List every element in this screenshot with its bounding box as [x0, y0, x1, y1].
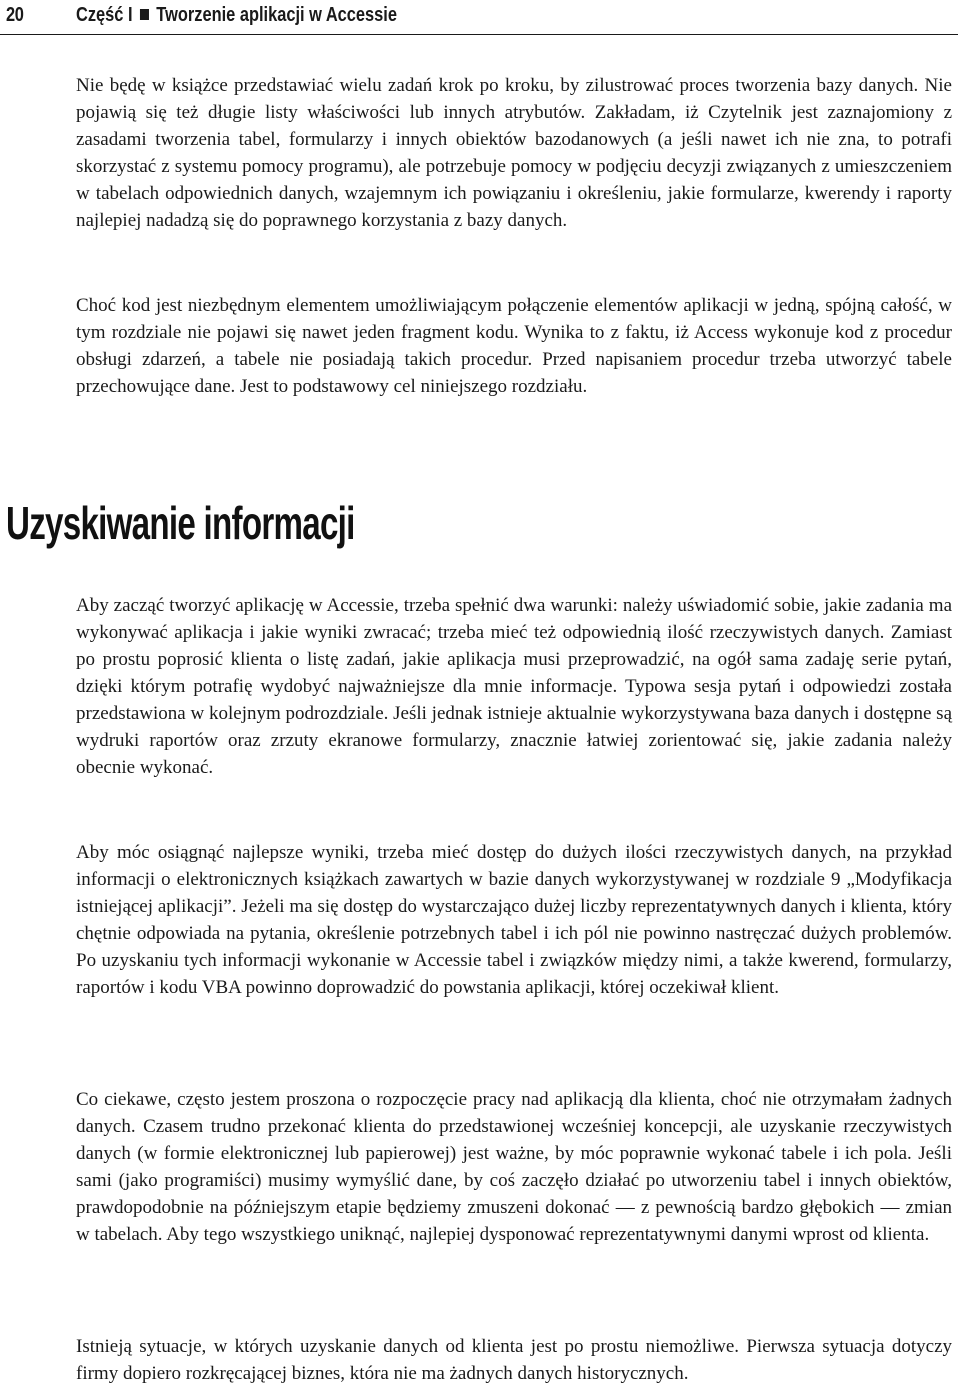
paragraph-1: Nie będę w książce przedstawiać wielu zadań krok po kroku, by zilustrować proces tworzenia bazy danych. Nie pojawią się też długie listy właściwości lub innych atrybutów. Zakładam, iż Czytelnik jest zaznajomiony z zasadami tworzenia tabel, formularzy i innych obiektów bazodanowych (a jeśli nawet ich nie zna, to potrafi skorzystać z systemu pomocy programu), ale potrzebuje pomocy w podjęciu decyzji związanych z umieszczeniem w tabelach odpowiednich danych, wzajemnym ich powiązaniu i określeniu, jakie formularze, kwerendy i raporty najlepiej nadadzą się do poprawnego korzystania z bazy danych.: [76, 75, 952, 231]
paragraph-2: Choć kod jest niezbędnym elementem umożliwiającym połączenie elementów aplikacji w jedną, spójną całość, w tym rozdziale nie pojawi się nawet jeden fragment kodu. Wynika to z faktu, iż Access wykonuje kod z procedur obsługi zdarzeń, a tabele nie posiadają takich procedur. Przed napisaniem procedur trzeba utworzyć tabele przechowujące dane. Jest to podstawowy cel niniejszego rozdziału.: [76, 295, 952, 397]
running-header: [0, 0, 960, 40]
running-head: [76, 4, 397, 27]
page-number: 20: [6, 4, 24, 26]
paragraph-3: Aby zacząć tworzyć aplikację w Accessie, trzeba spełnić dwa warunki: należy uświadomić sobie, jakie zadania ma wykonywać aplikacja i jakie wyniki zwracać; trzeba mieć też odpowiednią ilość rzeczywistych danych. Zamiast po prostu poprosić klienta o listę zadań, jakie aplikacja musi przeprowadzić, na ogół sama zadaję serie pytań, dzięki którym potrafię wydobyć najważniejsze dla mnie informacje. Typowa sesja pytań i odpowiedzi została przedstawiona w kolejnym podrozdziale. Jeśli jednak istnieje aktualnie wykorzystywana baza danych i dostępne są wydruki raportów oraz zrzuty ekranowe formularzy, znacznie łatwiej zorientować się, jakie zadania należy obecnie wykonać.: [76, 595, 952, 778]
chapter-title: Tworzenie aplikacji w Accessie: [156, 4, 397, 26]
part-label: Część I: [76, 4, 133, 26]
paragraph-5: Co ciekawe, często jestem proszona o rozpoczęcie pracy nad aplikacją dla klienta, choć nie otrzymałam żadnych danych. Czasem trudno przekonać klienta do przedstawionej wcześniej koncepcji, ale uzyskanie rzeczywistych danych (w formie elektronicznej lub papierowej) jest ważne, by móc poprawnie wykonać tabele i ich pola. Jeśli sami (jako programiści) musimy wymyślić dane, by coś zaczęło działać po utworzeniu tabel i innych obiektów, prawdopodobnie na późniejszym etapie będziemy zmuszeni dokonać — z pewnością bardzo głębokich — zmian w tabelach. Aby tego wszystkiego uniknąć, najlepiej dysponować reprezentatywnymi danymi wprost od klienta.: [76, 1089, 952, 1245]
paragraph-4: Aby móc osiągnąć najlepsze wyniki, trzeba mieć dostęp do dużych ilości rzeczywistych danych, na przykład informacji o elektronicznych książkach zawartych w bazie danych wykorzystywanej w rozdziale 9 „Modyfikacja istniejącej aplikacji”. Jeżeli ma się dostęp do wystarczająco dużej liczby reprezentatywnych danych i klienta, który chętnie odpowiada na pytania, określenie potrzebnych tabel i ich pól nie powinno nastręczać dużych problemów. Po uzyskaniu tych informacji wykonanie w Accessie tabel i związków między nimi, a także kwerend, formularzy, raportów i kodu VBA powinno doprowadzić do powstania aplikacji, której oczekiwał klient.: [76, 842, 952, 998]
section-title: Uzyskiwanie informacji: [6, 497, 355, 549]
paragraph-6: Istnieją sytuacje, w których uzyskanie danych od klienta jest po prostu niemożliwe. Pierwsza sytuacja dotyczy firmy dopiero rozkręcającej biznes, która nie ma żadnych danych historycznych.: [76, 1336, 952, 1384]
square-bullet-icon: [140, 9, 149, 20]
header-rule: [0, 34, 958, 35]
